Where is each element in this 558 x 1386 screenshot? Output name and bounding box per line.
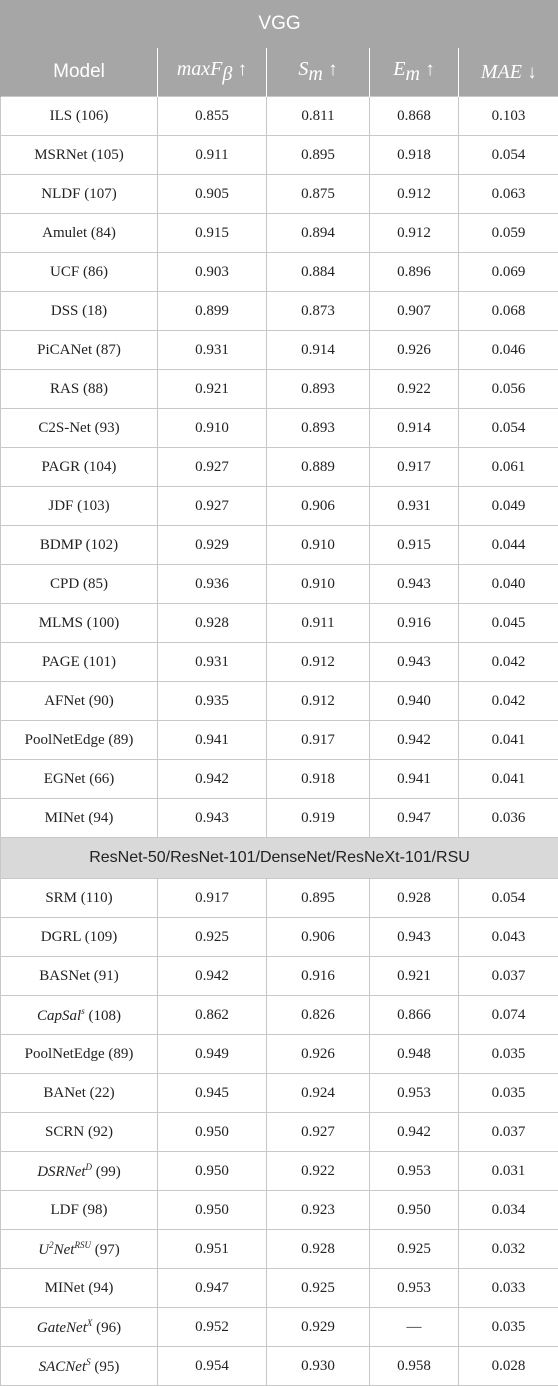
model-name-cell: $U^2Net^{RSU}$ (97) [1,1230,158,1269]
model-name-cell: BANet (22) [1,1074,158,1113]
model-name-cell: UCF (86) [1,253,158,292]
em-cell: 0.912 [370,214,459,253]
model-name-cell: PoolNetEdge (89) [1,721,158,760]
sm-cell: 0.914 [267,331,370,370]
model-name-cell: MSRNet (105) [1,136,158,175]
mae-cell: 0.046 [459,331,558,370]
model-name-cell: MINet (94) [1,799,158,838]
table-row [1,721,558,760]
em-cell: 0.925 [370,1230,459,1269]
table-row [1,879,558,918]
table-row [1,253,558,292]
mae-cell: 0.041 [459,760,558,799]
em-cell: 0.953 [370,1074,459,1113]
mae-cell: 0.054 [459,136,558,175]
mae-cell: 0.036 [459,799,558,838]
maxf-cell: 0.950 [158,1113,267,1152]
maxf-cell: 0.903 [158,253,267,292]
sm-cell: 0.917 [267,721,370,760]
em-cell: 0.942 [370,1113,459,1152]
header-model: Model [1,48,158,97]
maxf-cell: 0.928 [158,604,267,643]
table-row [1,136,558,175]
sm-cell: 0.919 [267,799,370,838]
sm-cell: 0.910 [267,526,370,565]
model-name-cell: DSRNet$^D$ (99) [1,1152,158,1191]
model-name-cell: GateNet$^X$ (96) [1,1308,158,1347]
mae-cell: 0.037 [459,957,558,996]
mae-cell: 0.032 [459,1230,558,1269]
maxf-cell: 0.929 [158,526,267,565]
table-row [1,799,558,838]
model-name-cell: PiCANet (87) [1,331,158,370]
sm-cell: 0.893 [267,409,370,448]
table-row [1,996,558,1035]
maxf-cell: 0.915 [158,214,267,253]
em-cell: 0.931 [370,487,459,526]
mae-cell: 0.044 [459,526,558,565]
header-maxf: maxF$_\beta$ ↑ [158,48,267,97]
table-row [1,604,558,643]
model-name-cell: AFNet (90) [1,682,158,721]
mae-cell: 0.031 [459,1152,558,1191]
table-row [1,526,558,565]
mae-cell: 0.049 [459,487,558,526]
model-name-cell: RAS (88) [1,370,158,409]
maxf-cell: 0.952 [158,1308,267,1347]
model-name-cell: JDF (103) [1,487,158,526]
em-cell: 0.912 [370,175,459,214]
vgg-band-title: VGG [1,1,558,48]
em-cell: 0.915 [370,526,459,565]
em-cell: 0.943 [370,643,459,682]
table-row [1,565,558,604]
em-cell: 0.918 [370,136,459,175]
table-row [1,1347,558,1386]
table-row [1,409,558,448]
maxf-cell: 0.855 [158,97,267,136]
sm-cell: 0.895 [267,136,370,175]
maxf-cell: 0.945 [158,1074,267,1113]
model-name-cell: LDF (98) [1,1191,158,1230]
sm-cell: 0.906 [267,918,370,957]
maxf-cell: 0.942 [158,957,267,996]
sm-cell: 0.916 [267,957,370,996]
maxf-cell: 0.935 [158,682,267,721]
em-cell: 0.943 [370,918,459,957]
em-cell: 0.948 [370,1035,459,1074]
em-cell: 0.953 [370,1269,459,1308]
maxf-cell: 0.931 [158,331,267,370]
model-name-cell: EGNet (66) [1,760,158,799]
model-name-cell: DSS (18) [1,292,158,331]
mae-cell: 0.054 [459,409,558,448]
model-name-cell: BDMP (102) [1,526,158,565]
sm-cell: 0.922 [267,1152,370,1191]
em-cell: 0.922 [370,370,459,409]
table-row [1,448,558,487]
sm-cell: 0.925 [267,1269,370,1308]
sm-cell: 0.929 [267,1308,370,1347]
em-cell: 0.928 [370,879,459,918]
maxf-cell: 0.936 [158,565,267,604]
model-name-cell: MLMS (100) [1,604,158,643]
mae-cell: 0.035 [459,1308,558,1347]
sm-cell: 0.928 [267,1230,370,1269]
em-cell: 0.866 [370,996,459,1035]
mae-cell: 0.040 [459,565,558,604]
mae-cell: 0.041 [459,721,558,760]
section-title: ResNet-50/ResNet-101/DenseNet/ResNeXt-101/RSU [1,838,558,879]
table-row [1,682,558,721]
maxf-cell: 0.910 [158,409,267,448]
maxf-cell: 0.941 [158,721,267,760]
sm-cell: 0.918 [267,760,370,799]
mae-cell: 0.035 [459,1035,558,1074]
table-row [1,1035,558,1074]
model-name-cell: SACNet$^S$ (95) [1,1347,158,1386]
maxf-cell: 0.925 [158,918,267,957]
maxf-cell: 0.862 [158,996,267,1035]
em-cell: — [370,1308,459,1347]
sm-cell: 0.930 [267,1347,370,1386]
mae-cell: 0.035 [459,1074,558,1113]
maxf-cell: 0.927 [158,448,267,487]
model-name-cell: PAGE (101) [1,643,158,682]
table-row [1,1113,558,1152]
table-row [1,175,558,214]
maxf-cell: 0.921 [158,370,267,409]
sm-cell: 0.895 [267,879,370,918]
table-row [1,331,558,370]
section-row [1,838,558,879]
sm-cell: 0.923 [267,1191,370,1230]
em-cell: 0.896 [370,253,459,292]
mae-cell: 0.103 [459,97,558,136]
header-em: $E_m$ ↑ [370,48,459,97]
mae-cell: 0.028 [459,1347,558,1386]
em-cell: 0.950 [370,1191,459,1230]
model-name-cell: DGRL (109) [1,918,158,957]
table-row [1,643,558,682]
em-cell: 0.958 [370,1347,459,1386]
model-name-cell: SCRN (92) [1,1113,158,1152]
mae-cell: 0.056 [459,370,558,409]
sm-cell: 0.906 [267,487,370,526]
model-name-cell: C2S-Net (93) [1,409,158,448]
mae-cell: 0.059 [459,214,558,253]
table-row [1,1152,558,1191]
em-cell: 0.953 [370,1152,459,1191]
maxf-cell: 0.942 [158,760,267,799]
mae-cell: 0.042 [459,682,558,721]
model-name-cell: BASNet (91) [1,957,158,996]
sm-cell: 0.811 [267,97,370,136]
table-row [1,918,558,957]
maxf-cell: 0.951 [158,1230,267,1269]
table-row [1,1269,558,1308]
sm-cell: 0.924 [267,1074,370,1113]
mae-cell: 0.043 [459,918,558,957]
sm-cell: 0.911 [267,604,370,643]
model-name-cell: MINet (94) [1,1269,158,1308]
maxf-cell: 0.950 [158,1152,267,1191]
table-row [1,1230,558,1269]
maxf-cell: 0.954 [158,1347,267,1386]
table-row [1,370,558,409]
mae-cell: 0.069 [459,253,558,292]
mae-cell: 0.054 [459,879,558,918]
maxf-cell: 0.949 [158,1035,267,1074]
em-cell: 0.917 [370,448,459,487]
sm-cell: 0.894 [267,214,370,253]
table-row [1,1191,558,1230]
maxf-cell: 0.899 [158,292,267,331]
model-name-cell: Amulet (84) [1,214,158,253]
header-mae: MAE ↓ [459,48,558,97]
sm-cell: 0.893 [267,370,370,409]
em-cell: 0.868 [370,97,459,136]
mae-cell: 0.061 [459,448,558,487]
mae-cell: 0.037 [459,1113,558,1152]
sm-cell: 0.873 [267,292,370,331]
model-name-cell: ILS (106) [1,97,158,136]
em-cell: 0.947 [370,799,459,838]
em-cell: 0.941 [370,760,459,799]
em-cell: 0.926 [370,331,459,370]
table-row [1,487,558,526]
table-row [1,214,558,253]
table-row [1,1074,558,1113]
em-cell: 0.914 [370,409,459,448]
mae-cell: 0.033 [459,1269,558,1308]
model-name-cell: PAGR (104) [1,448,158,487]
sm-cell: 0.889 [267,448,370,487]
sm-cell: 0.912 [267,643,370,682]
em-cell: 0.916 [370,604,459,643]
sm-cell: 0.910 [267,565,370,604]
maxf-cell: 0.943 [158,799,267,838]
mae-cell: 0.034 [459,1191,558,1230]
model-name-cell: CapSal$^s$ (108) [1,996,158,1035]
em-cell: 0.942 [370,721,459,760]
mae-cell: 0.063 [459,175,558,214]
maxf-cell: 0.947 [158,1269,267,1308]
sm-cell: 0.912 [267,682,370,721]
sm-cell: 0.927 [267,1113,370,1152]
table-row [1,97,558,136]
sm-cell: 0.875 [267,175,370,214]
mae-cell: 0.045 [459,604,558,643]
mae-cell: 0.042 [459,643,558,682]
table-row [1,1308,558,1347]
model-name-cell: CPD (85) [1,565,158,604]
table-row [1,760,558,799]
maxf-cell: 0.950 [158,1191,267,1230]
mae-cell: 0.074 [459,996,558,1035]
header-sm: $S_m$ ↑ [267,48,370,97]
table-row [1,957,558,996]
model-name-cell: NLDF (107) [1,175,158,214]
em-cell: 0.907 [370,292,459,331]
maxf-cell: 0.911 [158,136,267,175]
sm-cell: 0.884 [267,253,370,292]
sm-cell: 0.826 [267,996,370,1035]
table-row [1,292,558,331]
em-cell: 0.940 [370,682,459,721]
sm-cell: 0.926 [267,1035,370,1074]
maxf-cell: 0.927 [158,487,267,526]
maxf-cell: 0.917 [158,879,267,918]
maxf-cell: 0.905 [158,175,267,214]
em-cell: 0.943 [370,565,459,604]
model-name-cell: PoolNetEdge (89) [1,1035,158,1074]
maxf-cell: 0.931 [158,643,267,682]
model-name-cell: SRM (110) [1,879,158,918]
em-cell: 0.921 [370,957,459,996]
mae-cell: 0.068 [459,292,558,331]
